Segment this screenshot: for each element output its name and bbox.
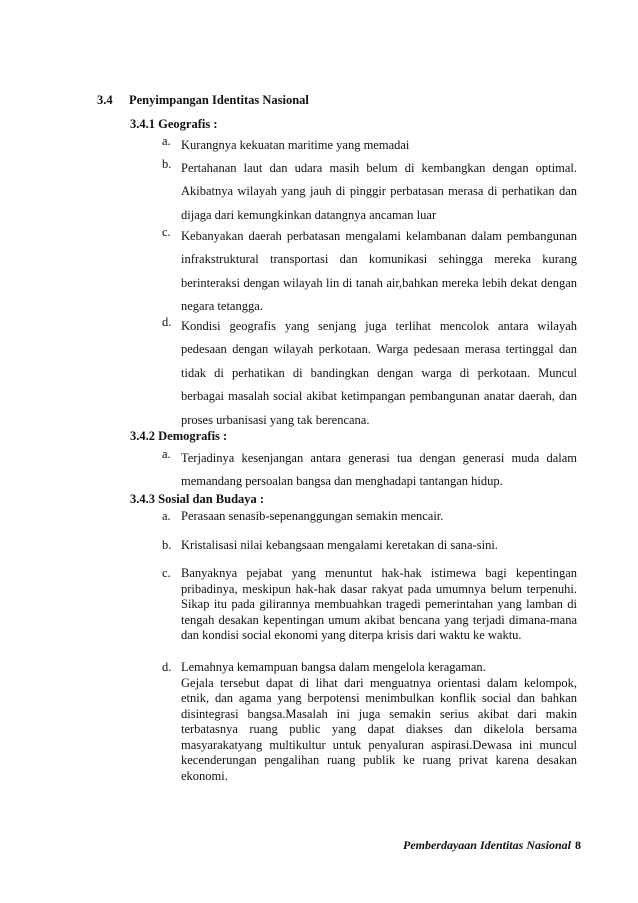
list-item-text: Terjadinya kesenjangan antara generasi tua dengan generasi muda dalam memandang persoalan bangsa dan menghadapi tantangan hidup. xyxy=(181,451,577,489)
list-item-text: Gejala tersebut dapat di lihat dari menguatnya orientasi dalam kelompok, etnik, dan agama yang berpotensi menimbulkan konflik social dan bahkan disintegrasi bangsa.Masalah ini juga semakin serius akibat dari makin terbatasnya ruang public yang dapat diakses dan dikelola bersama masyarakatyang multikultur untuk penyaluran aspirasi.Dewasa ini muncul kecenderungan pengalihan ruang publik ke ruang privat karena desakan ekonomi. xyxy=(181,675,577,783)
list-item xyxy=(162,225,577,319)
list-item xyxy=(162,660,577,784)
list-item-text-first: Lemahnya kemampuan bangsa dalam mengelola keragaman. xyxy=(181,660,486,674)
list-item-text: Kondisi geografis yang senjang juga terlihat mencolok antara wilayah pedesaan dengan wilayah perkotaan. Warga pedesaan merasa tertinggal dan tidak di perhatikan di bandingkan dengan warga di perkotaan. Muncul berbagai masalah social akibat ketimpangan pembangunan anatar daerah, dan proses urbanisasi yang tak berencana. xyxy=(181,319,577,427)
list-item-text: Pertahanan laut dan udara masih belum di kembangkan dengan optimal. Akibatnya wilayah yang jauh di pinggir perbatasan merasa di perhatikan dan dijaga dari kemungkinkan datangnya ancaman luar xyxy=(181,161,577,222)
list-marker: c. xyxy=(162,566,171,580)
list-item xyxy=(162,538,577,554)
list-marker: a. xyxy=(162,447,171,461)
list-item xyxy=(162,509,577,525)
page-number: 8 xyxy=(575,838,581,852)
list-item xyxy=(162,315,577,432)
section-heading xyxy=(97,93,309,108)
list-item-text: Banyaknya pejabat yang menuntut hak-hak istimewa bagi kepentingan pribadinya, meskipun hak-hak dasar rakyat pada umumnya belum terpenuhi. Sikap itu pada gilirannya membuahkan tragedi pemerintahan yang lamban di tengah desakan kepentingan umum akibat bencana yang terjadi dimana-mana dan kondisi social ekonomi yang diterpa krisis dari waktu ke waktu. xyxy=(181,566,577,642)
list-marker: b. xyxy=(162,157,172,171)
list-item xyxy=(162,157,577,227)
list-marker: b. xyxy=(162,538,172,552)
list-marker: a. xyxy=(162,509,171,523)
list-marker: a. xyxy=(162,134,171,148)
list-marker: c. xyxy=(162,225,171,239)
subsection-sosial-heading: 3.4.3 Sosial dan Budaya : xyxy=(130,492,265,506)
list-item-text: Kebanyakan daerah perbatasan mengalami kelambanan dalam pembangunan infrakstruktural transportasi dan komunikasi sehingga mereka kurang berinteraksi dengan wilayah lin di tanah air,bahkan mereka lebih dekat dengan negara tetangga. xyxy=(181,229,577,314)
section-title: Penyimpangan Identitas Nasional xyxy=(129,93,309,107)
subsection-geografis-heading: 3.4.1 Geografis : xyxy=(130,117,218,131)
footer-title: Pemberdayaan Identitas Nasional xyxy=(402,838,571,852)
subsection-demografis-heading: 3.4.2 Demografis : xyxy=(130,429,228,443)
list-item-text: Perasaan senasib-sepenanggungan semakin mencair. xyxy=(181,509,444,523)
section-number: 3.4 xyxy=(97,93,113,107)
list-marker: d. xyxy=(162,315,172,329)
list-item xyxy=(162,447,577,494)
list-item-text: Kristalisasi nilai kebangsaan mengalami keretakan di sana-sini. xyxy=(181,538,498,552)
list-item xyxy=(162,566,577,644)
list-marker: d. xyxy=(162,660,172,674)
page-footer xyxy=(403,838,581,853)
list-item-text: Kurangnya kekuatan maritime yang memadai xyxy=(181,138,410,152)
list-item xyxy=(162,134,577,157)
